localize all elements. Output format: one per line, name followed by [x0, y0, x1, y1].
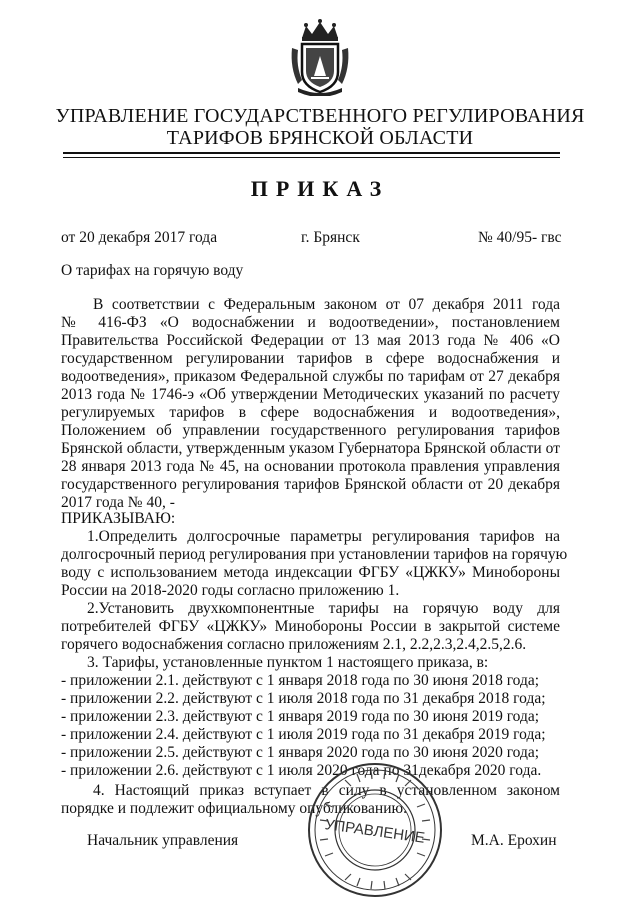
- preamble-line: Правительства Российской Федерации от 13 мая 2013 года № 406 «О: [61, 332, 560, 349]
- signature-name: М.А. Ерохин: [471, 832, 557, 849]
- item-line: порядке и подлежит официальному опубликованию.: [61, 800, 407, 817]
- signature-position: Начальник управления: [87, 832, 239, 849]
- preamble-line: № 416-ФЗ «О водоснабжении и водоотведении», постановлением: [61, 314, 560, 331]
- organization-name-line2: ТАРИФОВ БРЯНСКОЙ ОБЛАСТИ: [166, 127, 474, 149]
- item-line: долгосрочный период регулирования при установлении тарифов на горячую: [61, 546, 568, 563]
- list-item: - приложении 2.6. действуют с 1 июля 2020 года по 31декабря 2020 года.: [61, 762, 542, 779]
- document-city: г. Брянск: [301, 229, 360, 246]
- list-item: - приложении 2.4. действуют с 1 июля 2019 года по 31 декабря 2019 года;: [61, 726, 546, 743]
- item-line: потребителей ФГБУ «ЦЖКУ» Минобороны России в закрытой системе: [61, 618, 560, 635]
- item-line: России на 2018-2020 годы согласно приложению 1.: [61, 582, 400, 599]
- item-line: воду с использованием метода индексации ФГБУ «ЦЖКУ» Минобороны: [61, 564, 560, 581]
- list-item: - приложении 2.3. действуют с 1 января 2019 года по 30 июня 2019 года;: [61, 708, 540, 725]
- item-line: 3. Тарифы, установленные пунктом 1 настоящего приказа, в:: [87, 654, 489, 671]
- item-line: горячего водоснабжения согласно приложениям 2.1, 2.2,2.3,2.4,2.5,2.6.: [61, 636, 527, 653]
- preamble-line: государственном регулировании тарифов в сфере водоснабжения и: [61, 350, 560, 367]
- list-item: - приложении 2.1. действуют с 1 января 2018 года по 30 июня 2018 года;: [61, 672, 540, 689]
- preamble-line: государственного регулирования тарифов Брянской области от 20 декабря: [61, 476, 560, 493]
- coat-of-arms-emblem: [288, 18, 352, 96]
- preamble-line: Положением об управлении государственного регулирования тарифов: [61, 422, 560, 439]
- header-rule-thin: [63, 157, 560, 158]
- preamble-line: 28 января 2013 года № 45, на основании протокола правления управления: [61, 458, 560, 475]
- document-subject: О тарифах на горячую воду: [61, 262, 244, 279]
- preamble-line: В соответствии с Федеральным законом от 07 декабря 2011 года: [93, 296, 560, 313]
- stamp-label: УПРАВЛЕНИЕ: [323, 816, 426, 847]
- preamble-line: 2013 года № 1746-э «Об утверждении Методических указаний по расчету: [61, 386, 560, 403]
- list-item: - приложении 2.2. действуют с 1 июля 2018 года по 31 декабря 2018 года;: [61, 690, 546, 707]
- list-item: - приложении 2.5. действуют с 1 января 2020 года по 30 июня 2020 года;: [61, 744, 540, 761]
- item-line: 4. Настоящий приказ вступает в силу в установленном законом: [93, 782, 560, 799]
- organization-name-line1: УПРАВЛЕНИЕ ГОСУДАРСТВЕННОГО РЕГУЛИРОВАНИЯ: [55, 105, 585, 127]
- preamble-line: регулируемых тарифов в сфере водоснабжения и водоотведения»,: [61, 404, 560, 421]
- preamble-line: Брянской области, утвержденным указом Губернатора Брянской области от: [61, 440, 560, 457]
- document-title: ПРИКАЗ: [250, 176, 390, 201]
- preamble-line: 2017 года № 40, -: [61, 494, 175, 511]
- document-number: № 40/95- гвс: [478, 229, 562, 246]
- item-line: 1.Определить долгосрочные параметры регулирования тарифов на: [87, 528, 560, 545]
- official-stamp: [305, 760, 445, 900]
- order-word: ПРИКАЗЫВАЮ:: [61, 510, 176, 527]
- item-line: 2.Установить двухкомпонентные тарифы на горячую воду для: [87, 600, 560, 617]
- preamble-line: водоотведения», приказом Федеральной службы по тарифам от 27 декабря: [61, 368, 560, 385]
- document-date: от 20 декабря 2017 года: [61, 229, 218, 246]
- header-rule-thick: [63, 152, 560, 154]
